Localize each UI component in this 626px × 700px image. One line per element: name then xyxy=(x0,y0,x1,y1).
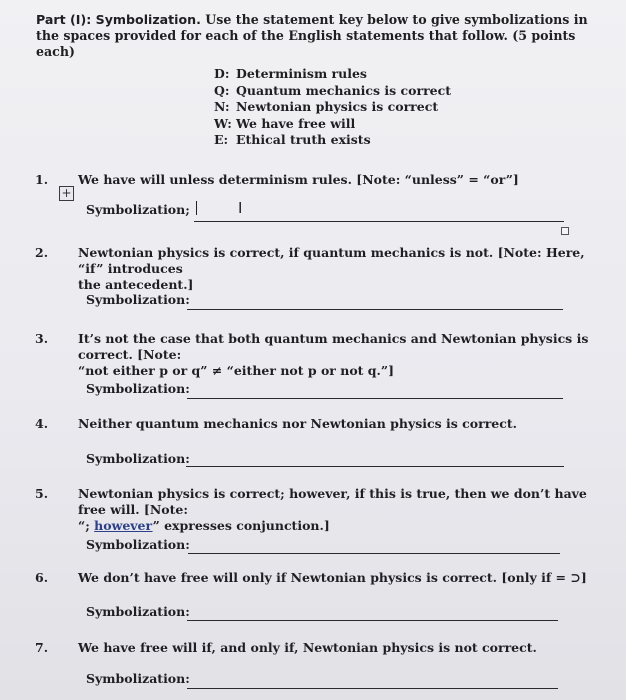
statement-fragment: “; xyxy=(78,518,95,533)
answer-field[interactable] xyxy=(194,221,564,222)
instructions-header xyxy=(36,12,611,60)
key-row xyxy=(214,66,451,83)
key-row xyxy=(214,132,451,149)
statement-line: Newtonian physics is correct; however, if this is true, then we don’t have free will. [Note: xyxy=(78,486,587,517)
key-row xyxy=(214,99,451,116)
answer-field[interactable] xyxy=(187,620,558,621)
key-letter: D: xyxy=(214,66,230,81)
symbolization-label: Symbolization: xyxy=(86,381,190,396)
statement-key xyxy=(214,66,451,149)
question-statement xyxy=(78,245,606,293)
key-meaning: Newtonian physics is correct xyxy=(236,99,439,114)
statement-line: the antecedent.] xyxy=(78,277,194,292)
symbolization-label: Symbolization; xyxy=(86,202,190,217)
answer-field[interactable] xyxy=(186,466,564,467)
statement-fragment: ” expresses conjunction.] xyxy=(152,518,330,533)
statement-line: “not either p or q” ≠ “either not p or not q.”] xyxy=(78,363,394,378)
symbolization-label: Symbolization: xyxy=(86,604,190,619)
resize-handle[interactable] xyxy=(561,227,569,235)
key-row xyxy=(214,83,451,100)
answer-field[interactable] xyxy=(187,398,563,399)
answer-field[interactable] xyxy=(187,309,563,310)
question-statement: We have free will if, and only if, Newtonian physics is not correct. xyxy=(78,640,537,655)
question-number: 3. xyxy=(35,331,49,346)
ibeam-cursor-icon: I xyxy=(238,199,243,217)
symbolization-label: Symbolization: xyxy=(86,451,190,466)
question-number: 7. xyxy=(35,640,49,655)
key-meaning: Ethical truth exists xyxy=(236,132,371,147)
add-icon[interactable]: + xyxy=(59,186,74,201)
statement-line: Newtonian physics is correct, if quantum mechanics is not. [Note: Here, “if” introduces xyxy=(78,245,585,276)
key-letter: Q: xyxy=(214,82,230,98)
key-letter: W: xyxy=(214,115,232,131)
question-number: 6. xyxy=(35,570,49,585)
key-row xyxy=(214,116,451,133)
question-statement xyxy=(78,486,606,534)
symbolization-label: Symbolization: xyxy=(86,537,190,552)
question-number: 2. xyxy=(35,245,49,260)
symbolization-label: Symbolization: xyxy=(86,671,190,686)
key-letter: E: xyxy=(214,132,229,147)
answer-field[interactable] xyxy=(188,553,560,554)
text-cursor xyxy=(196,201,197,215)
question-statement: We have will unless determinism rules. [Note: “unless” = “or”] xyxy=(78,172,519,187)
question-statement: We don’t have free will only if Newtonian physics is correct. [only if = ⊃] xyxy=(78,570,587,585)
key-meaning: We have free will xyxy=(236,115,356,131)
symbolization-label: Symbolization: xyxy=(86,292,190,307)
answer-field[interactable] xyxy=(187,688,558,689)
key-letter: N: xyxy=(214,99,230,114)
however-link[interactable]: however xyxy=(94,518,153,533)
key-meaning: Quantum mechanics is correct xyxy=(236,82,452,98)
key-meaning: Determinism rules xyxy=(236,66,367,81)
instructions-text: Use the statement key below to give symbolizations in the spaces provided for each of the English statements that follow. (5 points each) xyxy=(36,12,588,59)
question-number: 1. xyxy=(35,172,49,187)
question-statement: Neither quantum mechanics nor Newtonian physics is correct. xyxy=(78,416,517,431)
statement-line: It’s not the case that both quantum mechanics and Newtonian physics is correct. [Note: xyxy=(78,331,589,362)
part-label: Part (I): Symbolization. xyxy=(36,12,201,27)
statement-line xyxy=(78,518,606,534)
question-number: 5. xyxy=(35,486,49,501)
question-statement xyxy=(78,331,606,379)
question-number: 4. xyxy=(35,416,49,431)
